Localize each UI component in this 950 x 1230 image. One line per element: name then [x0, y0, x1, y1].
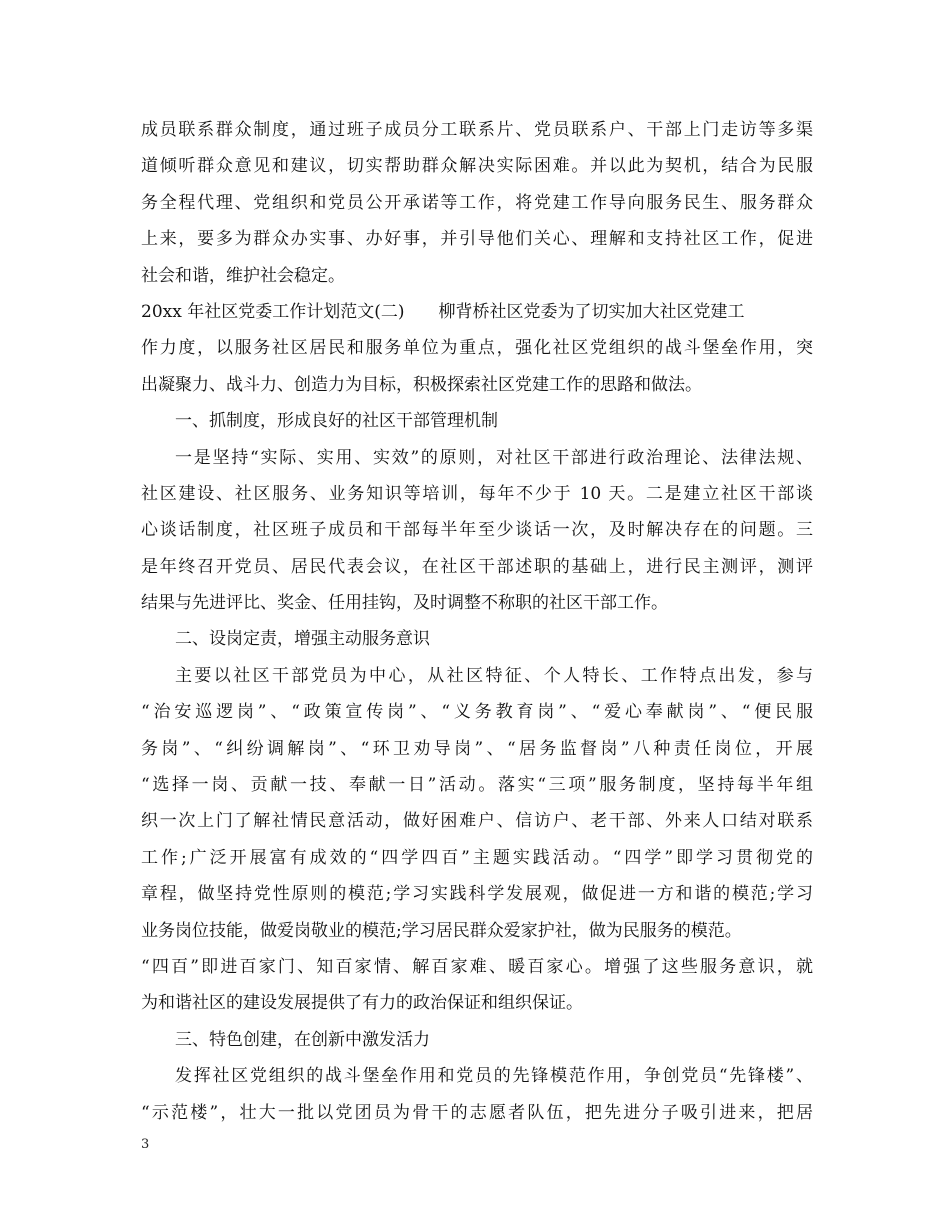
- document-body: [141, 112, 813, 1131]
- text-line: 心谈话制度，社区班子成员和干部每半年至少谈话一次，及时解决存在的问题。三: [141, 520, 813, 541]
- text-line: 章程，做坚持党性原则的模范;学习实践科学发展观，做促进一方和谐的模范;学习: [141, 884, 813, 905]
- text-line: “选择一岗、贡献一技、奉献一日”活动。落实“三项”服务制度，坚持每半年组: [141, 775, 813, 796]
- text-line: 一是坚持“实际、实用、实效”的原则，对社区干部进行政治理论、法律法规、: [175, 447, 813, 468]
- page-number: 3: [141, 1137, 150, 1152]
- section-heading: 二、设岗定责，增强主动服务意识: [175, 629, 430, 650]
- text-line: 作力度，以服务社区居民和服务单位为重点，强化社区党组织的战斗堡垒作用，突: [141, 338, 813, 359]
- text-line: 务全程代理、党组织和党员公开承诺等工作，将党建工作导向服务民生、服务群众: [141, 192, 813, 213]
- text-line: 社区建设、社区服务、业务知识等培训，每年不少于 10 天。二是建立社区干部谈: [141, 483, 813, 504]
- text-line: 社会和谐，维护社会稳定。: [141, 265, 345, 286]
- text-line: 出凝聚力、战斗力、创造力为目标，积极探索社区党建工作的思路和做法。: [141, 374, 702, 395]
- text-line: 务岗”、“纠纷调解岗”、“环卫劝导岗”、“居务监督岗”八种责任岗位，开展: [141, 738, 813, 759]
- text-line: 结果与先进评比、奖金、任用挂钩，及时调整不称职的社区干部工作。: [141, 593, 668, 614]
- section-heading: 三、特色创建，在创新中激发活力: [175, 1029, 430, 1050]
- text-line: “治安巡逻岗”、“政策宣传岗”、“义务教育岗”、“爱心奉献岗”、“便民服: [141, 702, 813, 723]
- text-line: “四百”即进百家门、知百家情、解百家难、暖百家心。增强了这些服务意识，就: [141, 956, 813, 977]
- text-line: 上来，要多为群众办实事、办好事，并引导他们关心、理解和支持社区工作，促进: [141, 229, 813, 250]
- text-line: 为和谐社区的建设发展提供了有力的政治保证和组织保证。: [141, 993, 583, 1014]
- text-line: 业务岗位技能，做爱岗敬业的模范;学习居民群众爱家护社，做为民服务的模范。: [141, 920, 742, 941]
- text-line: 织一次上门了解社情民意活动，做好困难户、信访户、老干部、外来人口结对联系: [141, 811, 813, 832]
- text-line: 发挥社区党组织的战斗堡垒作用和党员的先锋模范作用，争创党员“先锋楼”、: [175, 1066, 813, 1087]
- text-line: 工作;广泛开展富有成效的“四学四百”主题实践活动。“四学”即学习贯彻党的: [141, 847, 813, 868]
- text-line: 主要以社区干部党员为中心，从社区特征、个人特长、工作特点出发，参与: [175, 665, 813, 686]
- section-heading: 一、抓制度，形成良好的社区干部管理机制: [175, 411, 498, 432]
- text-line: 是年终召开党员、居民代表会议，在社区干部述职的基础上，进行民主测评，测评: [141, 556, 813, 577]
- text-line: 20xx 年社区党委工作计划范文(二) 柳背桥社区党委为了切实加大社区党建工: [141, 301, 745, 322]
- text-line: 道倾听群众意见和建议，切实帮助群众解决实际困难。并以此为契机，结合为民服: [141, 156, 813, 177]
- text-line: 成员联系群众制度，通过班子成员分工联系片、党员联系户、干部上门走访等多渠: [141, 120, 813, 140]
- text-line: “示范楼”，壮大一批以党团员为骨干的志愿者队伍，把先进分子吸引进来，把居: [141, 1102, 813, 1123]
